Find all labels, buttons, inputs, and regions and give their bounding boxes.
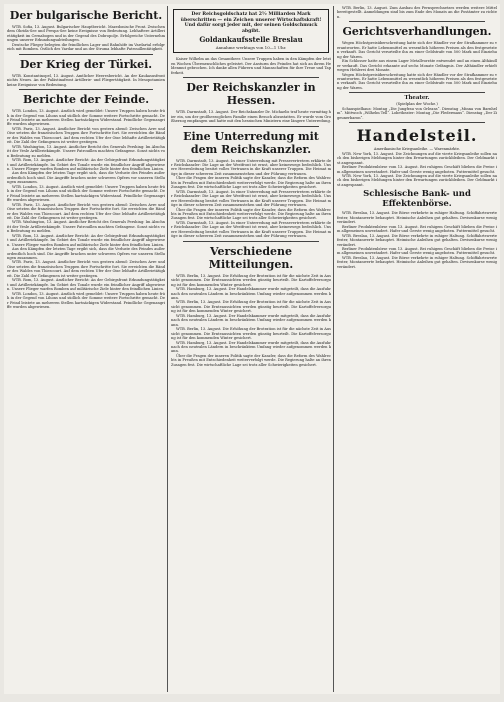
headline-chancellor-hesse: Der Reichskanzler in Hessen. (186, 81, 316, 108)
article-paragraph: WTB. Konstantinopel, 13. August. Amtlicher Heeresbericht. An der Kaukasusfront nichts Neues. An der Palästinafront Artillerie- und Fliegertätigkeit. In Mesopotamien keine Ereignisse von Bedeutung. (7, 73, 165, 87)
separator (183, 241, 319, 242)
article-paragraph: WTB. Paris, 13. August. Amtlicher Bericht von gestern abend: Zwischen Avre und Oise setzten die französischen Truppen ihre Fortschritte fort. Sie erreichten die Ränder des Waldes von Thiescourt. Auf dem rechten Ufer der Oise lebhafte Artillerietätigkeit. Die Zahl der Gefangenen ist weiter gestiegen. (7, 126, 165, 145)
column-rule (333, 6, 334, 692)
article-paragraph: Aus den Kämpfen der letzten Tage ergibt sich, dass die Verluste des Feindes außerordentlich hoch sind. Die Angriffe brachen unter schweren Opfern vor unseren Stellungen zusammen. (7, 171, 165, 185)
theater-heading: Theater. (404, 95, 430, 102)
article-paragraph: Berliner Produktenbörse vom 13. August. Bei ruhigem Geschäft blieben die Preise im allgemeinen unverändert. Hafer und Gerste wenig angeboten. Futtermittel gesucht. (337, 165, 497, 174)
separator (19, 89, 153, 90)
separator (349, 92, 485, 93)
separator (349, 122, 485, 123)
article-paragraph: WTB. London, 13. August. Amtlich wird gemeldet: Unsere Truppen haben heute früh in der Gegend von Lihons und südlich der Somme weitere Fortschritte gemacht. Der Feind leistete an mehreren Stellen hartnäckigen Widerstand. Feindliche Gegenangriffe wurden abgewiesen. (7, 291, 165, 310)
article-paragraph: WTB. London, 13. August. Amtlich wird gemeldet: Unsere Truppen haben heute früh in der Gegend von Lihons und südlich der Somme weitere Fortschritte gemacht. Der Feind leistete an mehreren Stellen hartnäckigen Widerstand. Feindliche Gegenangriffe wurden abgewiesen. (7, 184, 165, 203)
article-paragraph: WTB. Breslau, 13. August. Die Börse verkehrte in ruhiger Haltung. Schiffahrtswerte fester, Montanwerte behauptet. Heimische Anleihen gut gehalten. Devisenkurse wenig verändert. (337, 255, 497, 269)
article-paragraph: WTB. Rom, 13. August. Amtlicher Bericht: An der Gebirgsfront Erkundungstätigkeit und Artilleriekämpfe. Im Gebiet des Tonale wurde ein feindlicher Angriff abgewiesen. Unsere Flieger warfen Bomben auf militärische Ziele hinter den feindlichen Linien. (7, 158, 165, 171)
separator (183, 77, 319, 78)
article-paragraph: WTB. Darmstadt, 13. August. In einer Unterredung mit Pressevertretern erklärte der Reichskanzler: Die Lage an der Westfront ist ernst, aber keineswegs bedrohlich. Unsere Heeresleitung besitzt volles Vertrauen in die Kraft unserer Truppen. Die Heimat möge in dieser schweren Zeit zusammenstehen und der Führung vertrauen. (171, 220, 331, 239)
theater-program: Schauspielhaus: Montag „Die Jungfrau von Orleans“. Dienstag „Minna von Barnhelm“. Mittwoch „Wilhelm Tell“. Lobetheater: Montag „Die Fledermaus“. Dienstag „Der Zigeunerbaron“. (337, 106, 497, 120)
article-paragraph: Deutsche Flieger belegten die feindlichen Lager und Bahnhöfe im Vardartal erfolgreich mit Bomben. Östlich des Vardar und an der Struma lebhafte Patrouillentätigkeit. (7, 42, 165, 52)
headline-bulgarian-report: Der bulgarische Bericht. (9, 9, 163, 22)
article-paragraph: WTB. Berlin, 13. August. Die Erhöhung der Brotration ist für die nächste Zeit in Aussicht genommen. Die Ernteaussichten werden günstig beurteilt. Die Kartoffelversorgung ist für den kommenden Winter gesichert. (171, 273, 331, 287)
article-paragraph: WTB. Hamburg, 13. August. Der Handelskammer wurde mitgeteilt, dass die Ausfuhr nach den neutralen Ländern in beschränktem Umfang wieder aufgenommen werden kann. (171, 287, 331, 300)
headline-court-proceedings: Gerichtsverhandlungen. (342, 25, 492, 39)
article-paragraph: Über die Fragen der inneren Politik sagte der Kanzler, dass die Reform des Wahlrechts in Preußen mit Entschiedenheit weiterverfolgt werde. Die Regierung halte an ihren Zusagen fest. Die wirtschaftliche Lage sei trotz aller Schwierigkeiten gesichert. (171, 207, 331, 221)
article-paragraph: Wegen Höchstpreisüberschreitung hatte sich der Händler vor der Strafkammer zu verantworten. Er hatte Lebensmittel zu wesentlich höheren Preisen als den festgesetzten verkauft. Das Gericht verurteilte ihn zu einer Geldstrafe von 500 Mark und Einziehung der Waren. (337, 72, 497, 90)
separator (183, 126, 319, 127)
article-paragraph: Ein Schlosser hatte aus einem Lager Metallvorräte entwendet und an einen Althändler verkauft. Das Gericht erkannte auf sechs Monate Gefängnis. Der Althändler erhielt wegen Hehlerei drei Monate. (337, 59, 497, 73)
headline-stock-exchange: Schlesische Bank- und Effektenbörse. (363, 189, 471, 210)
article-paragraph: WTB. Darmstadt, 13. August. In einer Unterredung mit Pressevertretern erklärte der Reichskanzler: Die Lage an der Westfront ist ernst, aber keineswegs bedrohlich. Unsere Heeresleitung besitzt volles Vertrauen in die Kraft unserer Truppen. Die Heimat möge in dieser schweren Zeit zusammenstehen und der Führung vertrauen. (171, 189, 331, 208)
article-paragraph: WTB. Rom, 13. August. Amtlicher Bericht: An der Gebirgsfront Erkundungstätigkeit und Artilleriekämpfe. Im Gebiet des Tonale wurde ein feindlicher Angriff abgewiesen. Unsere Flieger warfen Bomben auf militärische Ziele hinter den feindlichen Linien. (7, 278, 165, 292)
article-paragraph: WTB. New York, 13. August. Die Zeichnungen auf die vierte Kriegsanleihe sollen nach den bisherigen Meldungen hinter den Erwartungen zurückbleiben. Der Geldmarkt ist angespannt. (337, 174, 497, 187)
article-paragraph: Kaiser Wilhelm an das Gesamtheer. Unsere Truppen haben in den Kämpfen der letzten Wochen Übermenschliches geleistet. Der Ansturm des Feindes hat sich an ihrem Heldenmut gebrochen. Ich danke allen Führern und Mannschaften für ihre Treue und Tapferkeit. (171, 57, 331, 75)
column-rule (167, 6, 168, 692)
headline-turkey-war: Der Krieg der Türkei. (19, 57, 153, 71)
article-paragraph: WTB. Darmstadt, 13. August. Der Reichskanzler Dr. Michaelis traf heute vormittag hier ein, um der großherzoglichen Familie einen Besuch abzustatten. Er wurde vom Großherzog empfangen und hatte mit den hessischen Ministern eine längere Unterredung. (171, 110, 331, 124)
article-paragraph: WTB. Berlin, 13. August. Zum Ausbau des Fernsprechnetzes werden weitere Mittel bereitgestellt. Anmeldungen sind bis zum Ende des Monats an die Postämter zu richten. (337, 6, 497, 19)
article-paragraph: Über die Fragen der inneren Politik sagte der Kanzler, dass die Reform des Wahlrechts in Preußen mit Entschiedenheit weiterverfolgt werde. Die Regierung halte an ihren Zusagen fest. Die wirtschaftliche Lage sei trotz aller Schwierigkeiten gesichert. (171, 176, 331, 190)
article-paragraph: Über die Fragen der inneren Politik sagte der Kanzler, dass die Reform des Wahlrechts in Preußen mit Entschiedenheit weiterverfolgt werde. Die Regierung halte an ihren Zusagen fest. Die wirtschaftliche Lage sei trotz aller Schwierigkeiten gesichert. (171, 353, 331, 367)
ad-hours: Annahme werktags von 10—1 Uhr. (215, 45, 287, 51)
article-paragraph: WTB. Hamburg, 13. August. Der Handelskammer wurde mitgeteilt, dass die Ausfuhr nach den neutralen Ländern in beschränktem Umfang wieder aufgenommen werden kann. (171, 313, 331, 327)
separator (19, 54, 153, 55)
article-paragraph: WTB. Hamburg, 13. August. Der Handelskammer wurde mitgeteilt, dass die Ausfuhr nach den neutralen Ländern in beschränktem Umfang wieder aufgenommen werden kann. (171, 340, 331, 354)
left-column (7, 6, 165, 692)
section-subtitle: Amerikanische Kriegsanleihe. — Warenmärkte. (373, 147, 461, 152)
article-paragraph: WTB. Sofia, 13. August. Bulgarischer Hauptbericht. Mazedonische Front. Zwischen dem Ohrida-See und Prespa-See keine Ereignisse von Bedeutung. Lebhaftere Artillerietätigkeit im Cernabogen und in der Gegend des Dobropolje. Erfolgreiche Unternehmungen unserer Erkundungsabteilungen. (7, 25, 165, 43)
article-paragraph: Berliner Produktenbörse vom 13. August. Bei ruhigem Geschäft blieben die Preise im allgemeinen unverändert. Hafer und Gerste wenig angeboten. Futtermittel gesucht. (337, 247, 497, 256)
theater-listing (337, 95, 497, 120)
article-paragraph: Wegen Höchstpreisüberschreitung hatte sich der Händler vor der Strafkammer zu verantworten. Er hatte Lebensmittel zu wesentlich höheren Preisen als den festgesetzten verkauft. Das Gericht verurteilte ihn zu einer Geldstrafe von 500 Mark und Einziehung der Waren. (337, 41, 497, 59)
article-paragraph: WTB. Washington, 13. August. Amtlicher Bericht des Generals Pershing: Im Abschnitt der Vesle Artilleriekämpfe. Unsere Patrouillen machten Gefangene. Sonst nichts von Bedeutung zu melden. (7, 220, 165, 234)
newspaper-page (4, 4, 500, 694)
article-paragraph: WTB. Rom, 13. August. Amtlicher Bericht: An der Gebirgsfront Erkundungstätigkeit und Artilleriekämpfe. Im Gebiet des Tonale wurde ein feindlicher Angriff abgewiesen. Unsere Flieger warfen Bomben auf militärische Ziele hinter den feindlichen Linien. (7, 233, 165, 247)
article-paragraph: WTB. Washington, 13. August. Amtlicher Bericht des Generals Pershing: Im Abschnitt der Vesle Artilleriekämpfe. Unsere Patrouillen machten Gefangene. Sonst nichts von Bedeutung zu melden. (7, 144, 165, 158)
article-paragraph: Berliner Produktenbörse vom 13. August. Bei ruhigem Geschäft blieben die Preise im allgemeinen unverändert. Hafer und Gerste wenig angeboten. Futtermittel gesucht. (337, 224, 497, 234)
article-paragraph: WTB. London, 13. August. Amtlich wird gemeldet: Unsere Truppen haben heute früh in der Gegend von Lihons und südlich der Somme weitere Fortschritte gemacht. Der Feind leistete an mehreren Stellen hartnäckigen Widerstand. Feindliche Gegenangriffe wurden abgewiesen. (7, 109, 165, 127)
headline-commerce-section: Handelsteil. (356, 126, 478, 146)
article-paragraph: WTB. Berlin, 13. August. Die Erhöhung der Brotration ist für die nächste Zeit in Aussicht genommen. Die Ernteaussichten werden günstig beurteilt. Die Kartoffelversorgung ist für den kommenden Winter gesichert. (171, 327, 331, 341)
headline-enemy-reports: Berichte der Feinde. (22, 93, 150, 107)
headline-chancellor-interview: Eine Unterredung mit dem Reichskanzler. (183, 129, 319, 156)
article-paragraph: Aus den Kämpfen der letzten Tage ergibt sich, dass die Verluste des Feindes außerordentlich hoch sind. Die Angriffe brachen unter schweren Opfern vor unseren Stellungen zusammen. (7, 247, 165, 261)
separator (349, 21, 485, 22)
article-paragraph: WTB. Paris, 13. August. Amtlicher Bericht von gestern abend: Zwischen Avre und Oise setzten die französischen Truppen ihre Fortschritte fort. Sie erreichten die Ränder des Waldes von Thiescourt. Auf dem rechten Ufer der Oise lebhafte Artillerietätigkeit. Die Zahl der Gefangenen ist weiter gestiegen. (7, 202, 165, 220)
headline-misc-announcements: Verschiedene Mitteilungen. (208, 244, 294, 271)
ad-title: Goldankaufsstelle Breslau (199, 35, 303, 45)
article-paragraph: WTB. Berlin, 13. August. Die Erhöhung der Brotration ist für die nächste Zeit in Aussicht genommen. Die Ernteaussichten werden günstig beurteilt. Die Kartoffelversorgung ist für den kommenden Winter gesichert. (171, 300, 331, 314)
theater-subheading: (Spielplan der Woche.) (396, 102, 438, 107)
article-paragraph: WTB. Paris, 13. August. Amtlicher Bericht von gestern abend: Zwischen Avre und Oise setzten die französischen Truppen ihre Fortschritte fort. Sie erreichten die Ränder des Waldes von Thiescourt. Auf dem rechten Ufer der Oise lebhafte Artillerietätigkeit. Die Zahl der Gefangenen ist weiter gestiegen. (7, 260, 165, 278)
ad-text: Der Reichsgoldschatz hat 2½ Milliarden Mark überschritten — ein Zeichen unserer Wirtschaftskraft! Und dafür sorgt jeder mit, der seinen Goldschmuck abgibt. (180, 12, 322, 34)
gold-appeal-advertisement (173, 9, 329, 53)
right-column (337, 6, 497, 692)
article-paragraph: WTB. New York, 13. August. Die Zeichnungen auf die vierte Kriegsanleihe sollen nach den bisherigen Meldungen hinter den Erwartungen zurückbleiben. Der Geldmarkt ist angespannt. (337, 151, 497, 165)
article-paragraph: WTB. Breslau, 13. August. Die Börse verkehrte in ruhiger Haltung. Schiffahrtswerte fester, Montanwerte behauptet. Heimische Anleihen gut gehalten. Devisenkurse wenig verändert. (337, 233, 497, 247)
article-paragraph: WTB. Breslau, 13. August. Die Börse verkehrte in ruhiger Haltung. Schiffahrtswerte fester, Montanwerte behauptet. Heimische Anleihen gut gehalten. Devisenkurse wenig verändert. (337, 211, 497, 225)
middle-column (171, 6, 331, 692)
article-paragraph: WTB. Darmstadt, 13. August. In einer Unterredung mit Pressevertretern erklärte der Reichskanzler: Die Lage an der Westfront ist ernst, aber keineswegs bedrohlich. Unsere Heeresleitung besitzt volles Vertrauen in die Kraft unserer Truppen. Die Heimat möge in dieser schweren Zeit zusammenstehen und der Führung vertrauen. (171, 158, 331, 176)
